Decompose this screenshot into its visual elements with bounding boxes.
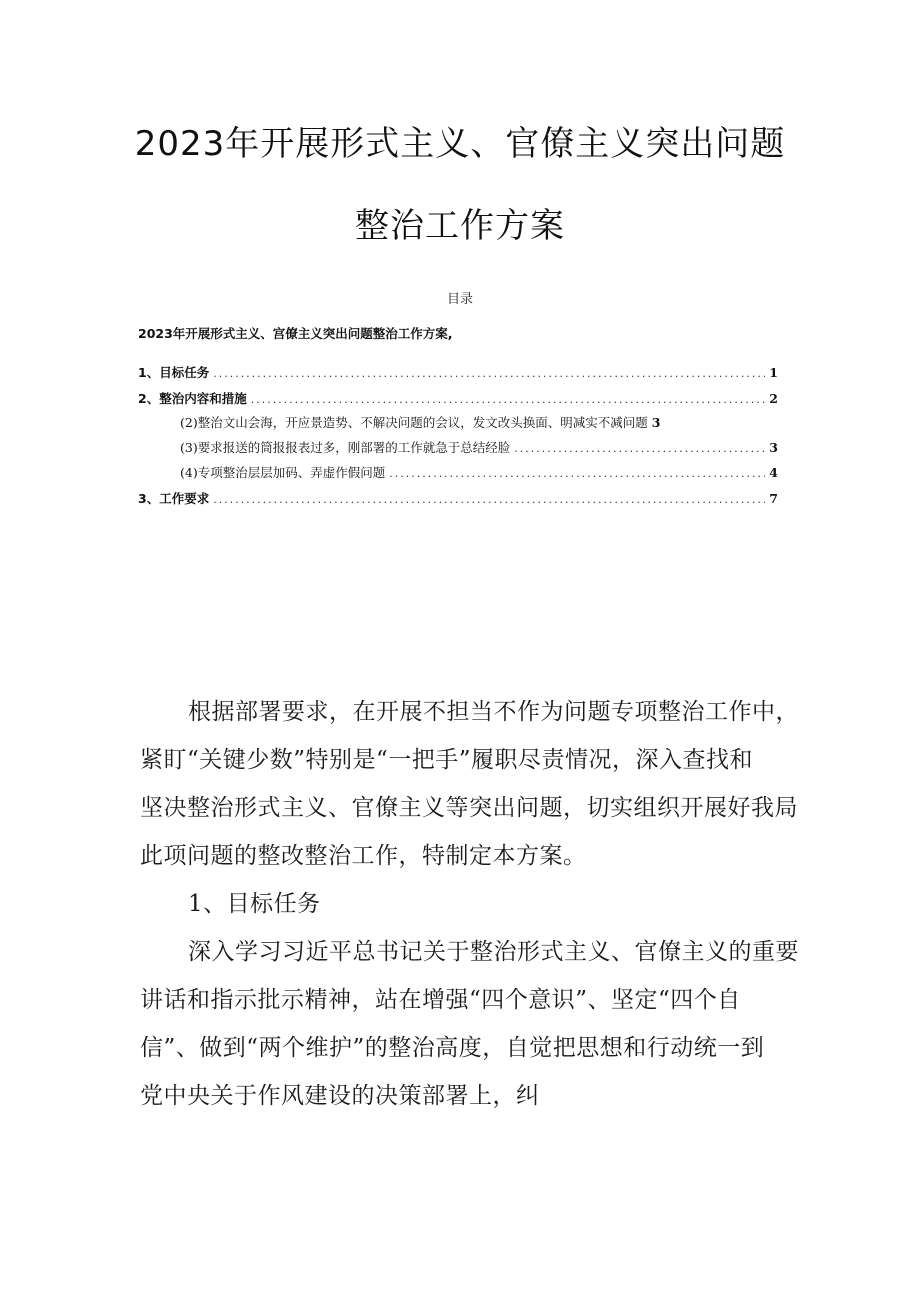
toc-entry-page: 3: [769, 440, 778, 455]
toc-entry-page: 3: [651, 415, 661, 430]
toc-heading: 目录: [446, 292, 473, 307]
toc-leader-dots: [213, 367, 765, 380]
section-paragraph: [140, 928, 800, 1120]
toc-leader-dots: [389, 467, 765, 480]
paragraph-line: 党中央关于作风建设的决策部署上，纠: [140, 1083, 540, 1109]
paragraph-line: 根据部署要求，在开展不担当不作为问题专项整治工作中，: [188, 699, 799, 725]
document-title-line-1: 2023年开展形式主义、官僚主义突出问题: [134, 124, 786, 164]
toc-entry-page: 7: [769, 491, 778, 506]
toc-entry-label: (3)要求报送的筒报报表过多，刚部署的工作就急于总结经脸: [180, 440, 511, 455]
toc-entry-label: (4)专项整治层层加码、弄虚作假问题: [180, 465, 386, 480]
toc-leader-dots: [251, 393, 766, 406]
section-heading: [140, 880, 800, 928]
toc-document-title[interactable]: 2023年开展形式主义、宫僚主义突出问题整治工作方案,: [138, 326, 453, 341]
toc-entry-label: (2)整治文山会海，开应景造势、不解决问题的会议，发文改头换面、明减实不减问题: [180, 415, 648, 430]
paragraph-line: 此项问题的整改整治工作，特制定本方案。: [140, 843, 587, 869]
toc-entry-label: 3、工作要求: [138, 491, 210, 506]
toc-subentry[interactable]: [180, 413, 778, 433]
toc-entry-page: 1: [769, 365, 778, 380]
toc-entry[interactable]: [138, 389, 778, 409]
intro-paragraph: [140, 688, 800, 880]
section-heading-text: 1、目标任务: [188, 891, 321, 917]
toc-entry-label: 2、整治内容和措施: [138, 391, 247, 406]
toc-entry-page: 4: [769, 465, 778, 480]
paragraph-line: 讲话和指示批示精神，站在增强“四个意识”、坚定“四个自: [140, 987, 741, 1013]
paragraph-line: 信”、做到“两个维护”的整治高度，自觉把思想和行动统一到: [140, 1035, 765, 1061]
toc-entry-page: 2: [769, 391, 778, 406]
toc-subentry[interactable]: [180, 463, 778, 483]
toc-entry[interactable]: [138, 363, 778, 383]
paragraph-line: 坚决整治形式主义、官僚主义等突出问题，切实组织开展好我局: [140, 795, 798, 821]
toc-entry-label: 1、目标任务: [138, 365, 210, 380]
toc-entry[interactable]: [138, 489, 778, 509]
toc-subentry[interactable]: [180, 438, 778, 458]
paragraph-line: 深入学习习近平总书记关于整治形式主义、官僚主义的重要: [188, 939, 799, 965]
document-title-line-2: 整治工作方案: [355, 206, 565, 246]
toc-leader-dots: [213, 493, 765, 506]
paragraph-line: 紧盯“关键少数”特别是“一把手”履职尽责情况，深入查找和: [140, 747, 754, 773]
toc-leader-dots: [514, 442, 765, 455]
